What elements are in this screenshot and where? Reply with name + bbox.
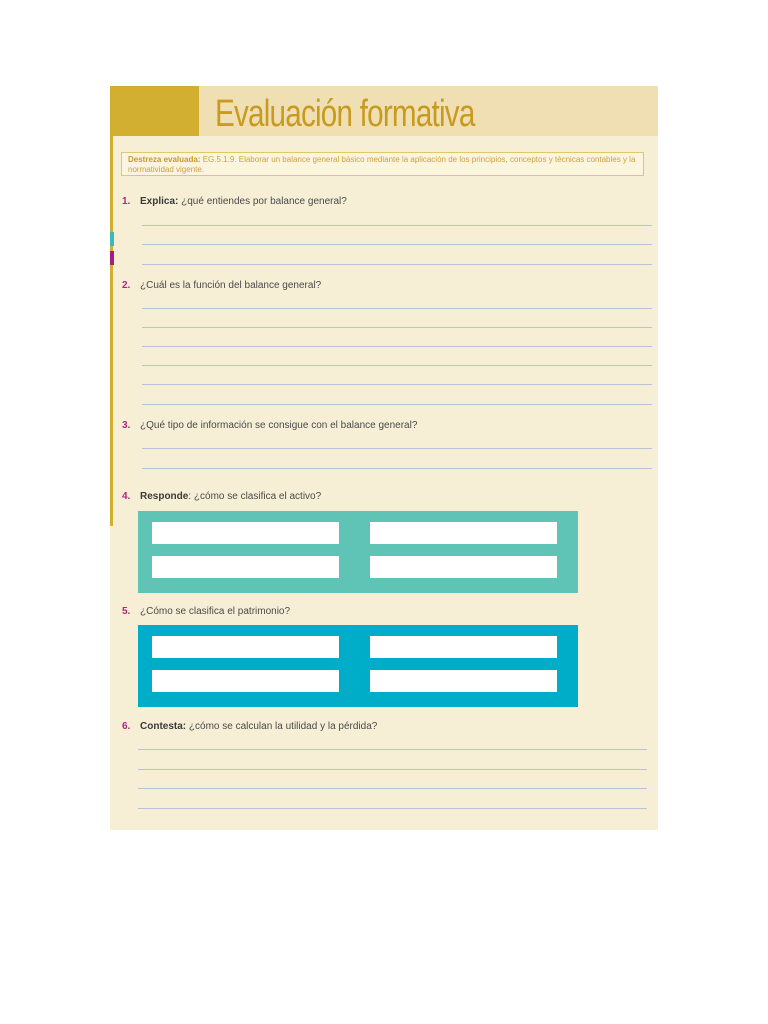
question-number: 6.: [122, 721, 131, 732]
answer-line[interactable]: [142, 225, 652, 226]
skill-text: EG.5.1.9. Elaborar un balance general básico mediante la aplicación de los principios, conceptos y técnicas contables y la normatividad vigente.: [128, 155, 636, 174]
skill-box: [121, 152, 644, 176]
answer-cell[interactable]: [152, 522, 339, 544]
answer-cell[interactable]: [370, 670, 557, 692]
answer-line[interactable]: [142, 308, 652, 309]
question-text: : ¿cómo se clasifica el activo?: [188, 491, 322, 502]
question-5: [122, 606, 290, 617]
question-number: 5.: [122, 606, 131, 617]
answer-line[interactable]: [142, 264, 652, 265]
answer-cell[interactable]: [370, 522, 557, 544]
question-text: ¿Qué tipo de información se consigue con el balance general?: [140, 420, 418, 431]
question-verb: Contesta:: [140, 721, 187, 732]
side-tab-magenta: [110, 251, 114, 265]
page-title: Evaluación formativa: [215, 93, 475, 135]
answer-line[interactable]: [142, 404, 652, 405]
side-tab-cyan: [110, 232, 114, 246]
answer-cell[interactable]: [370, 636, 557, 658]
question-number: 4.: [122, 491, 131, 502]
answer-cell[interactable]: [152, 670, 339, 692]
question-text: ¿Cuál es la función del balance general?: [140, 280, 322, 291]
answer-line[interactable]: [138, 808, 647, 809]
question-2: [122, 280, 321, 291]
question-verb: Explica:: [140, 196, 179, 207]
patrimonio-answer-table: [138, 625, 578, 707]
worksheet-page: [110, 86, 658, 830]
question-text: ¿cómo se calculan la utilidad y la pérdida?: [186, 721, 378, 732]
answer-line[interactable]: [142, 244, 652, 245]
header-accent-block: [110, 86, 199, 136]
answer-line[interactable]: [138, 769, 647, 770]
question-number: 1.: [122, 196, 131, 207]
question-3: [122, 420, 417, 431]
activo-answer-table: [138, 511, 578, 593]
question-number: 2.: [122, 280, 131, 291]
question-text: ¿qué entiendes por balance general?: [178, 196, 347, 207]
question-verb: Responde: [140, 491, 189, 502]
answer-cell[interactable]: [152, 636, 339, 658]
answer-line[interactable]: [142, 327, 652, 328]
answer-line[interactable]: [142, 346, 652, 347]
question-6: [122, 721, 377, 732]
answer-line[interactable]: [138, 788, 647, 789]
answer-line[interactable]: [142, 384, 652, 385]
question-4: [122, 491, 321, 502]
answer-cell[interactable]: [370, 556, 557, 578]
skill-label: Destreza evaluada:: [128, 155, 201, 164]
answer-cell[interactable]: [152, 556, 339, 578]
answer-line[interactable]: [138, 749, 647, 750]
answer-line[interactable]: [142, 448, 652, 449]
question-text: ¿Cómo se clasifica el patrimonio?: [140, 606, 291, 617]
answer-line[interactable]: [142, 365, 652, 366]
left-accent-bar: [110, 136, 113, 526]
answer-line[interactable]: [142, 468, 652, 469]
question-1: [122, 196, 347, 207]
question-number: 3.: [122, 420, 131, 431]
